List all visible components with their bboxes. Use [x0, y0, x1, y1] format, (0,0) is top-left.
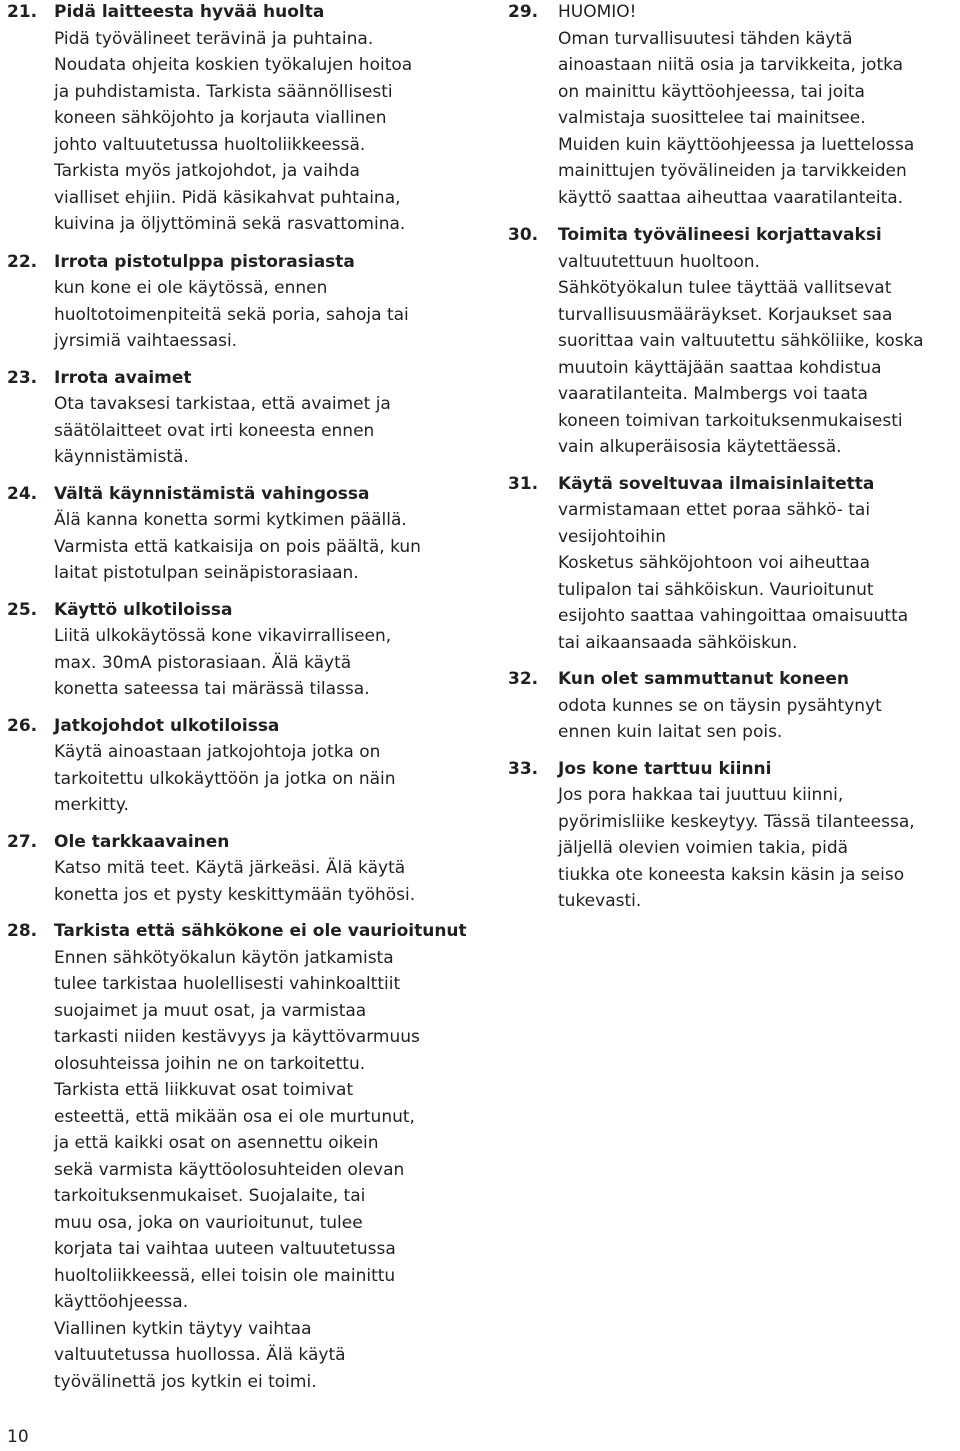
section-number: 21.	[7, 2, 38, 22]
section-title: Tarkista että sähkökone ei ole vaurioitunut	[54, 921, 467, 941]
section-number: 30.	[508, 225, 539, 245]
section-number: 27.	[7, 831, 38, 852]
section-number: 24.	[7, 483, 38, 504]
section-24	[0, 481, 470, 587]
section-title: Käyttö ulkotiloissa	[54, 599, 233, 620]
section-33	[508, 756, 960, 915]
section-body: Jos pora hakkaa tai juuttuu kiinni, pyörimisliike keskeytyy. Tässä tilanteessa, jäljellä olevien voimien takia, pidä tiukka ote koneesta kaksin käsin ja seiso tukevasti.	[558, 785, 915, 911]
section-number: 22.	[7, 251, 38, 272]
section-title: Toimita työvälineesi korjattavaksi	[558, 225, 882, 245]
section-30	[508, 222, 960, 461]
section-number: 32.	[508, 669, 539, 689]
section-21	[0, 0, 470, 238]
section-number: 33.	[508, 758, 539, 779]
section-28	[0, 918, 470, 1395]
section-body: odota kunnes se on täysin pysähtynyt ennen kuin laitat sen pois.	[558, 695, 882, 742]
section-body: Pidä työvälineet terävinä ja puhtaina. Noudata ohjeita koskien työkalujen hoitoa ja puhdistamista. Tarkista säännöllisesti koneen sähköjohto ja korjauta viallinen johto valtuutetussa huoltoliikkeessä. Tarkista myös jatkojohdot, ja vaihda vialliset ehjiin. Pidä käsikahvat puhtaina, kuivina ja öljyttöminä sekä rasvattomina.	[54, 28, 413, 234]
section-title: Jos kone tarttuu kiinni	[558, 758, 772, 779]
left-column	[0, 0, 470, 1395]
right-column	[508, 0, 960, 915]
section-title: Vältä käynnistämistä vahingossa	[54, 483, 370, 504]
section-body: valtuutettuun huoltoon. Sähkötyökalun tulee täyttää vallitsevat turvallisuusmääräykset. Korjaukset saa suorittaa vain valtuutettu sähköliike, koska muutoin käyttäjään saattaa kohdistua vaaratilanteita. Malmbergs voi taata koneen toimivan tarkoituksenmukaisesti vain alkuperäisosia käytettäessä.	[558, 251, 924, 457]
section-27	[0, 829, 470, 909]
section-body: Oman turvallisuutesi tähden käytä ainoastaan niitä osia ja tarvikkeita, jotka on mainittu käyttöohjeessa, tai joita valmistaja suosittelee tai mainitsee. Muiden kuin käyttöohjeessa ja luettelossa mainittujen työvälineiden ja tarvikkeiden käyttö saattaa aiheuttaa vaaratilanteita.	[558, 28, 915, 208]
section-29	[508, 0, 960, 211]
section-title: Ole tarkkaavainen	[54, 831, 230, 852]
section-body: Käytä ainoastaan jatkojohtoja jotka on tarkoitettu ulkokäyttöön ja jotka on näin merkitty.	[54, 742, 396, 815]
section-title: Irrota avaimet	[54, 367, 192, 388]
page-number: 10	[7, 1427, 29, 1447]
section-number: 28.	[7, 921, 38, 941]
section-title: Irrota pistotulppa pistorasiasta	[54, 251, 355, 272]
section-body: Liitä ulkokäytössä kone vikavirralliseen, max. 30mA pistorasiaan. Älä käytä konetta sateessa tai märässä tilassa.	[54, 626, 392, 699]
section-26	[0, 713, 470, 819]
section-title: Kun olet sammuttanut koneen	[558, 669, 849, 689]
section-25	[0, 597, 470, 703]
section-title: Jatkojohdot ulkotiloissa	[54, 715, 280, 736]
section-title: HUOMIO!	[558, 2, 637, 22]
section-body: varmistamaan ettet poraa sähkö- tai vesijohtoihin Kosketus sähköjohtoon voi aiheuttaa tulipalon tai sähköiskun. Vaurioitunut esijohto saattaa vahingoittaa omaisuutta tai aikaansaada sähköiskun.	[558, 500, 909, 653]
section-body: Ota tavaksesi tarkistaa, että avaimet ja säätölaitteet ovat irti koneesta ennen käynnistämistä.	[54, 394, 391, 467]
section-body: kun kone ei ole käytössä, ennen huoltotoimenpiteitä sekä poria, sahoja tai jyrsimiä vaihtaessasi.	[54, 278, 409, 351]
section-body: Älä kanna konetta sormi kytkimen päällä. Varmista että katkaisija on pois päältä, kun laitat pistotulpan seinäpistorasiaan.	[54, 510, 421, 583]
section-22	[0, 249, 470, 355]
section-body: Katso mitä teet. Käytä järkeäsi. Älä käytä konetta jos et pysty keskittymään työhösi.	[54, 858, 416, 905]
section-number: 31.	[508, 473, 539, 494]
section-number: 23.	[7, 367, 38, 388]
section-32	[508, 666, 960, 746]
section-23	[0, 365, 470, 471]
section-31	[508, 471, 960, 657]
section-number: 25.	[7, 599, 38, 620]
section-number: 26.	[7, 715, 38, 736]
section-number: 29.	[508, 2, 539, 22]
section-body: Ennen sähkötyökalun käytön jatkamista tulee tarkistaa huolellisesti vahinkoalttiit suojaimet ja muut osat, ja varmistaa tarkasti niiden kestävyys ja käyttövarmuus olosuhteissa joihin ne on tarkoitettu. Tarkista että liikkuvat osat toimivat esteettä, että mikään osa ei ole murtunut, ja että kaikki osat on asennettu oikein sekä varmista käyttöolosuhteiden olevan tarkoituksenmukaiset. Suojalaite, tai muu osa, joka on vaurioitunut, tulee korjata tai vaihtaa uuteen valtuutetussa huoltoliikkeessä, ellei toisin ole mainittu käyttöohjeessa. Viallinen kytkin täytyy vaihtaa valtuutetussa huollossa. Älä käytä työvälinettä jos kytkin ei toimi.	[54, 947, 420, 1392]
section-title: Käytä soveltuvaa ilmaisinlaitetta	[558, 473, 875, 494]
section-title: Pidä laitteesta hyvää huolta	[54, 2, 325, 22]
